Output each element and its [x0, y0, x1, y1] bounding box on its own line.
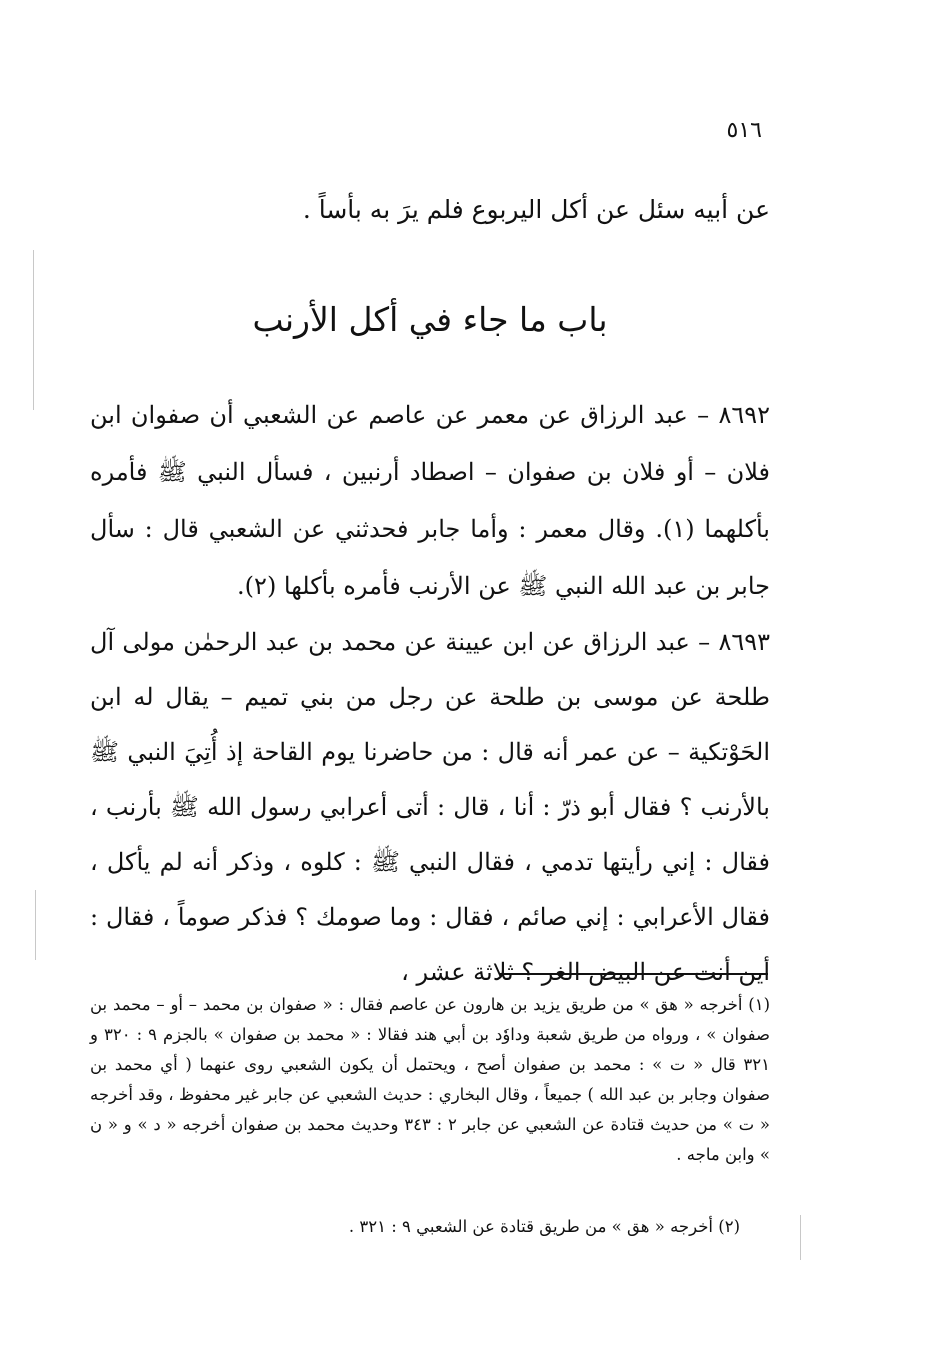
scan-margin-mark — [35, 890, 36, 960]
footnote-divider — [500, 973, 768, 975]
continuation-text: عن أبيه سئل عن أكل اليربوع فلم يرَ به بأساً . — [302, 195, 770, 224]
hadith-paragraph-8692: ٨٦٩٢ – عبد الرزاق عن معمر عن عاصم عن الشعبي أن صفوان ابن فلان – أو فلان بن صفوان – اصطاد أرنبين ، فسأل النبي ﷺ فأمره بأكلهما (١). وقال معمر : وأما جابر فحدثني عن الشعبي قال : سأل جابر بن عبد الله النبي ﷺ عن الأرنب فأمره بأكلها (٢). — [90, 401, 770, 600]
chapter-title: باب ما جاء في أكل الأرنب — [252, 300, 608, 339]
footnote-2 — [90, 1212, 770, 1242]
footnote-1: (١) أخرجه « هق » من طريق يزيد بن هارون عن عاصم فقال : « صفوان بن محمد – أو – محمد بن صفوان » ، ورواه من طريق شعبة وداوٗد بن أبي هند فقالا : « محمد بن صفوان » بالجزم ٩ : ٣٢٠ و ٣٢١ قال « ت » : محمد بن صفوان أصح ، ويحتمل أن يكون الشعبي روى عنهما ( أي محمد بن صفوان وجابر بن عبد الله ) جميعاً ، وقال البخاري : حديث الشعبي عن جابر غير محفوظ ، وقد أخرجه « ت » من حديث قتادة عن الشعبي عن جابر ٢ : ٣٤٣ وحديث محمد بن صفوان أخرجه « د » و « ن » وابن ماجه . — [90, 995, 770, 1164]
page-number: ٥١٦ — [726, 118, 762, 143]
footnote-2-text: (٢) أخرجه « هق » من طريق قتادة عن الشعبي ٩ : ٣٢١ . — [348, 1217, 740, 1236]
scan-margin-mark — [33, 250, 34, 410]
scan-margin-mark — [800, 1215, 801, 1260]
hadith-paragraph-8693: ٨٦٩٣ – عبد الرزاق عن ابن عيينة عن محمد بن عبد الرحمٰن مولى آل طلحة عن موسى بن طلحة عن رجل من بني تميم – يقال له ابن الحَوْتكية – عن عمر أنه قال : من حاضرنا يوم القاحة إذ أُتِيَ النبي ﷺ بالأرنب ؟ فقال أبو ذرّ : أنا ، قال : أتى أعرابي رسول الله ﷺ بأرنب ، فقال : إني رأيتها تدمي ، فقال النبي ﷺ : كلوه ، وذكر أنه لم يأكل ، فقال الأعرابي : إني صائم ، فقال : وما صومك ؟ فذكر صوماً ، فقال : أين أنت عن البيض الغر ؟ ثلاثة عشر ، — [90, 628, 770, 986]
